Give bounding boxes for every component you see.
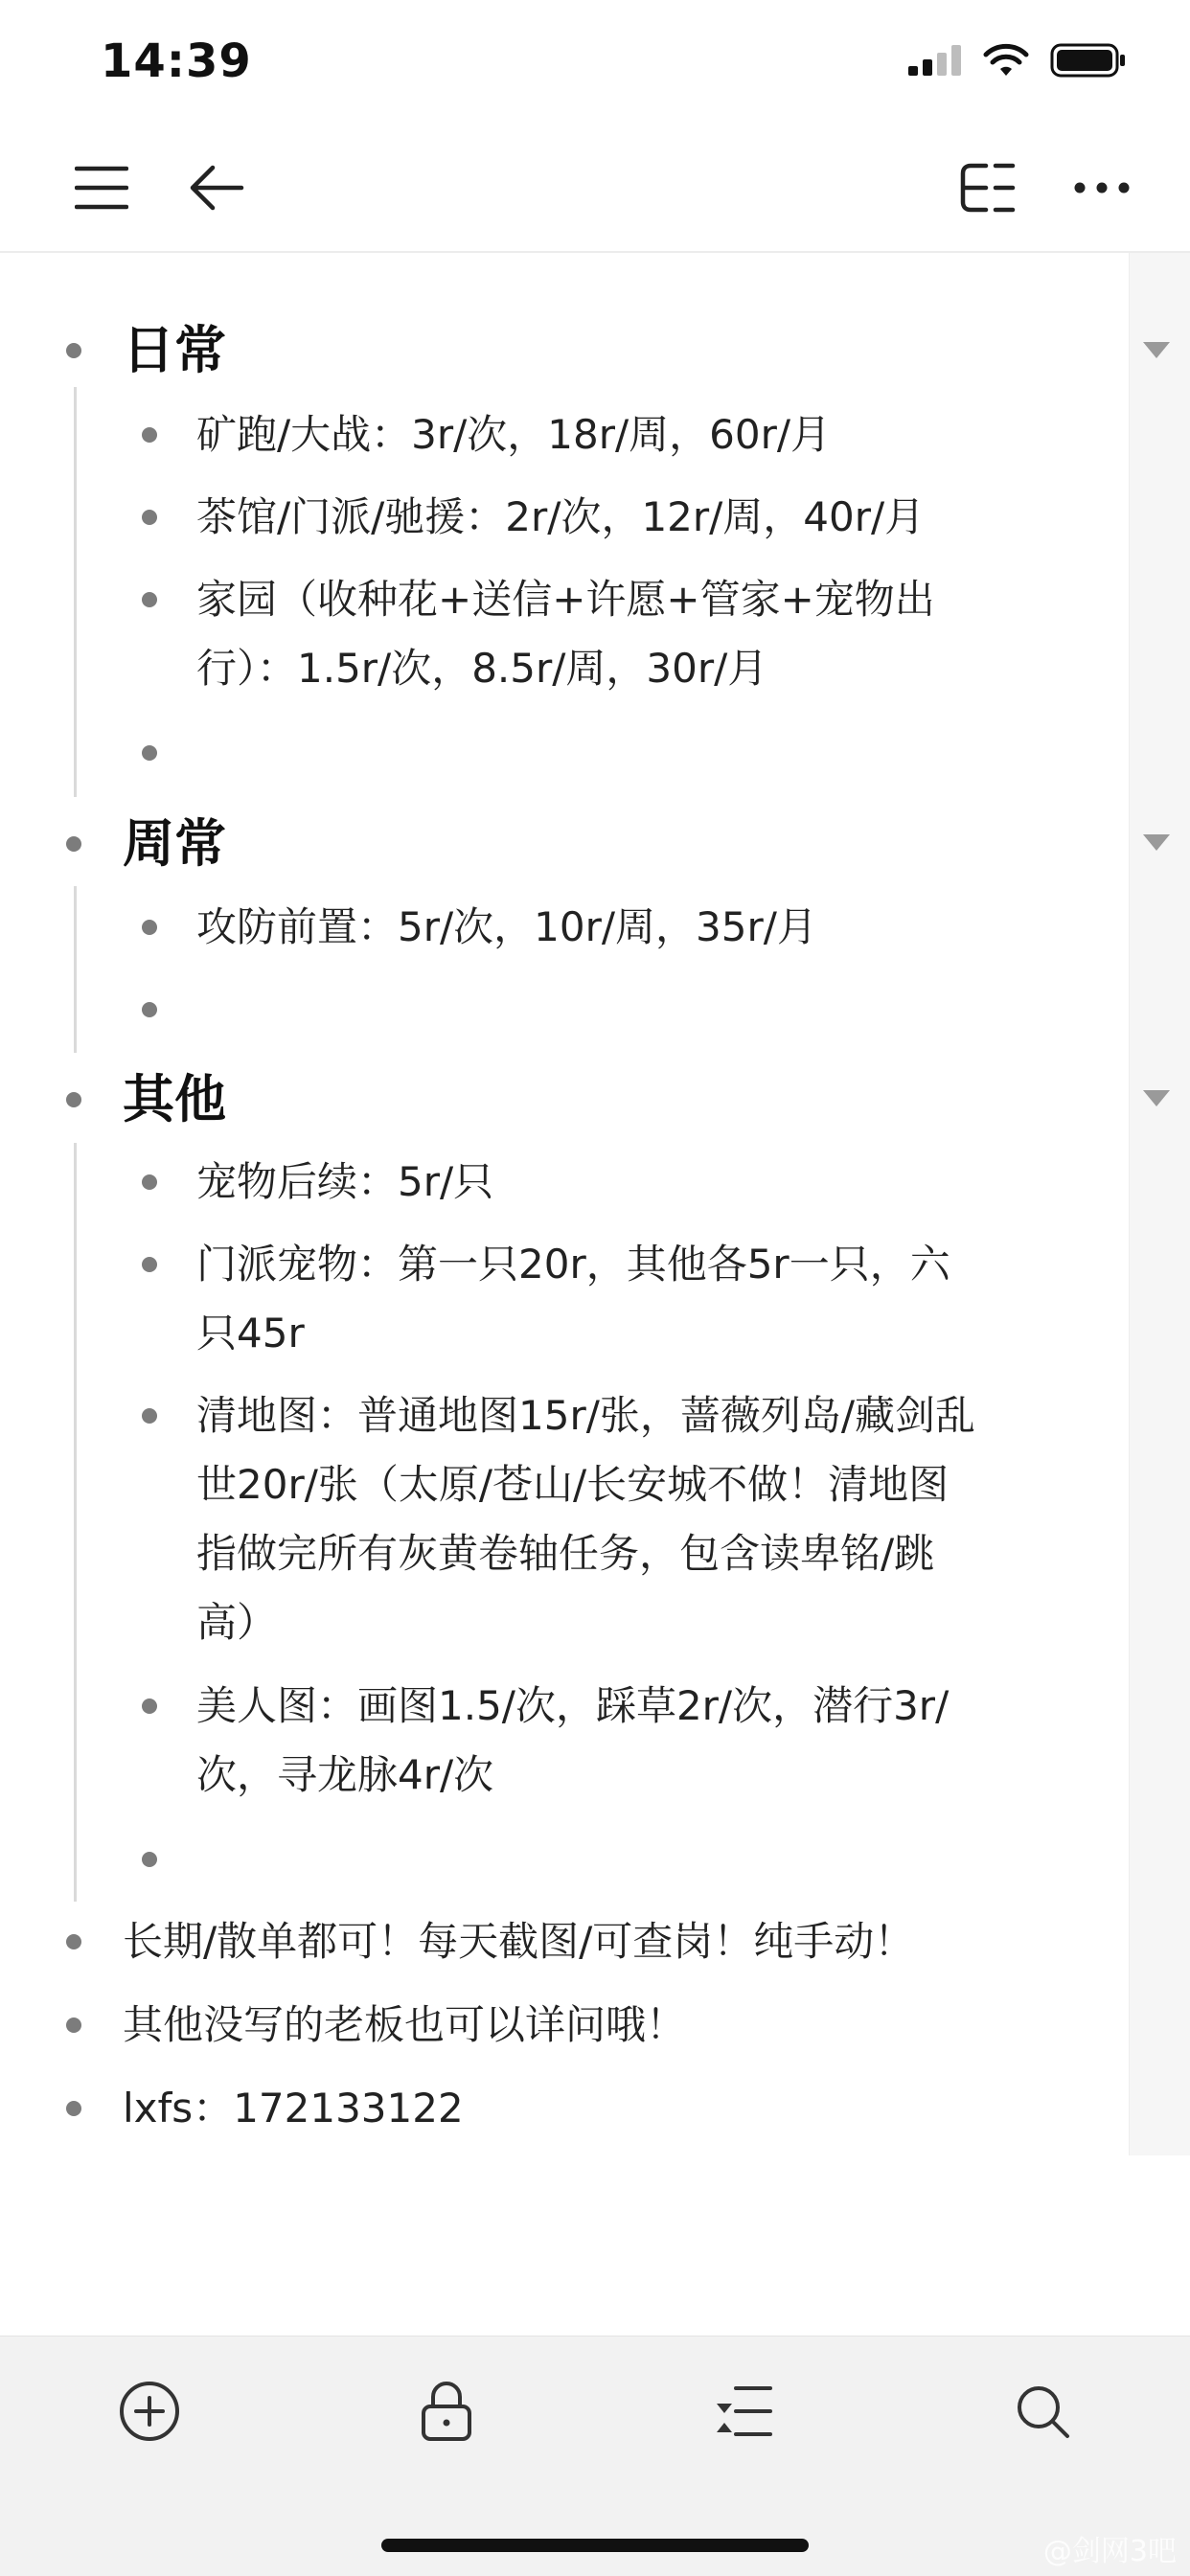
- lock-icon[interactable]: [400, 2365, 492, 2457]
- bullet-dot[interactable]: [142, 427, 157, 443]
- status-time: 14:39: [101, 34, 252, 88]
- list-item-continuation[interactable]: 指做完所有灰黄卷轴任务，包含读卑铭/跳: [196, 1530, 935, 1577]
- nav-bar: [0, 125, 1190, 253]
- list-item-continuation[interactable]: 次，寻龙脉4r/次: [196, 1751, 494, 1798]
- back-arrow-icon[interactable]: [178, 149, 255, 226]
- home-indicator: [381, 2539, 809, 2552]
- note-item[interactable]: lxfs：172133122: [123, 2085, 464, 2131]
- battery-icon: [1050, 42, 1127, 82]
- section-heading[interactable]: 日常: [123, 320, 226, 380]
- list-item[interactable]: 攻防前置：5r/次，10r/周，35r/月: [196, 903, 817, 950]
- bullet-dot[interactable]: [66, 836, 81, 852]
- indent-guide: [74, 387, 77, 797]
- list-item-continuation[interactable]: 高）: [196, 1599, 278, 1646]
- status-bar: [0, 0, 1190, 125]
- bullet-dot[interactable]: [142, 745, 157, 761]
- list-item[interactable]: 家园（收种花+送信+许愿+管家+宠物出: [196, 576, 935, 623]
- collapse-arrow-icon[interactable]: [1143, 834, 1170, 851]
- bullet-dot[interactable]: [142, 592, 157, 607]
- list-item[interactable]: 宠物后续：5r/只: [196, 1158, 494, 1205]
- indent-guide: [74, 1143, 77, 1902]
- collapse-arrow-icon[interactable]: [1143, 1090, 1170, 1106]
- indent-icon[interactable]: [698, 2365, 790, 2457]
- bullet-dot[interactable]: [66, 1934, 81, 1949]
- cellular-signal-icon: [908, 45, 962, 80]
- bullet-dot[interactable]: [66, 2101, 81, 2116]
- bullet-dot[interactable]: [66, 1092, 81, 1107]
- note-item[interactable]: 其他没写的老板也可以详问哦！: [123, 2001, 687, 2048]
- section-heading[interactable]: 周常: [123, 813, 226, 874]
- bullet-dot[interactable]: [142, 920, 157, 935]
- bullet-dot[interactable]: [142, 1002, 157, 1017]
- outline-icon[interactable]: [949, 149, 1025, 226]
- list-item[interactable]: 清地图：普通地图15r/张，蔷薇列岛/藏剑乱: [196, 1392, 976, 1439]
- list-item[interactable]: 茶馆/门派/驰援：2r/次，12r/周，40r/月: [196, 493, 926, 540]
- bullet-dot[interactable]: [142, 1174, 157, 1190]
- wifi-icon: [983, 43, 1029, 81]
- status-icons: [908, 42, 1127, 82]
- watermark-text: @剑网3吧: [1042, 2535, 1177, 2568]
- hamburger-icon[interactable]: [63, 149, 140, 226]
- add-circle-icon[interactable]: [103, 2365, 195, 2457]
- list-item[interactable]: 门派宠物：第一只20r，其他各5r一只，六: [196, 1241, 950, 1288]
- more-icon[interactable]: [1064, 149, 1140, 226]
- bullet-dot[interactable]: [142, 1408, 157, 1424]
- list-item-continuation[interactable]: 行）：1.5r/次，8.5r/周，30r/月: [196, 645, 768, 692]
- indent-guide: [74, 886, 77, 1053]
- bullet-dot[interactable]: [142, 1698, 157, 1714]
- bullet-dot[interactable]: [66, 343, 81, 358]
- bullet-dot[interactable]: [142, 1257, 157, 1272]
- bullet-dot[interactable]: [142, 510, 157, 525]
- note-item[interactable]: 长期/散单都可！每天截图/可查岗！纯手动！: [123, 1918, 915, 1965]
- section-heading[interactable]: 其他: [123, 1069, 226, 1129]
- list-item[interactable]: 矿跑/大战：3r/次，18r/周，60r/月: [196, 411, 832, 458]
- bullet-dot[interactable]: [142, 1852, 157, 1867]
- list-item-continuation[interactable]: 只45r: [196, 1310, 305, 1356]
- list-item[interactable]: 美人图：画图1.5/次，踩草2r/次，潜行3r/: [196, 1682, 950, 1729]
- list-item-continuation[interactable]: 世20r/张（太原/苍山/长安城不做！清地图: [196, 1461, 950, 1508]
- bullet-dot[interactable]: [66, 2017, 81, 2033]
- right-rail: [1129, 253, 1190, 2155]
- search-icon[interactable]: [996, 2365, 1088, 2457]
- collapse-arrow-icon[interactable]: [1143, 342, 1170, 358]
